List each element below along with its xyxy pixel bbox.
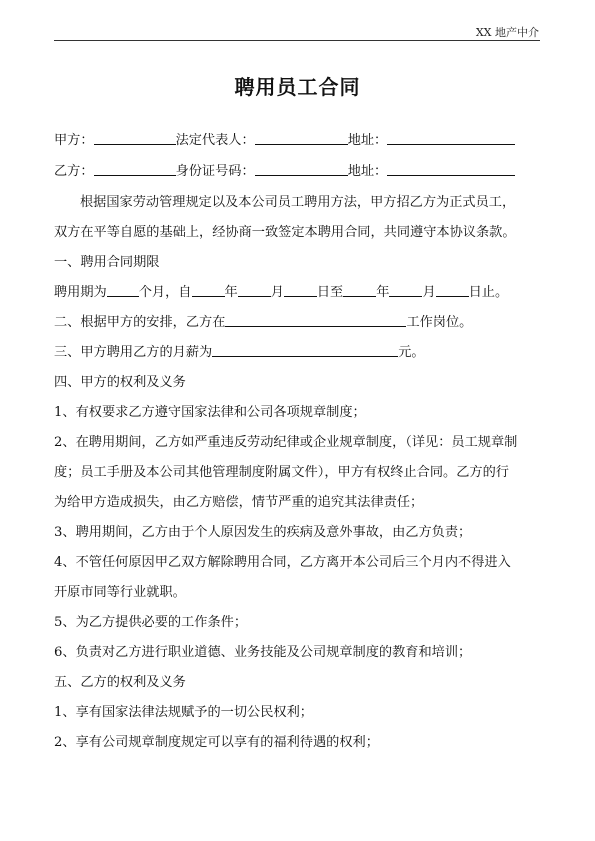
contract-body [54,130,544,762]
monthly-salary-field[interactable] [212,342,398,357]
term-months-field[interactable] [107,282,139,297]
section-3-prefix: 三、甲方聘用乙方的月薪为 [54,345,213,360]
id-number-label: 身份证号码： [175,164,255,179]
legal-representative-field[interactable] [255,130,348,145]
start-year-field[interactable] [192,282,225,297]
end-year-field[interactable] [343,282,376,297]
start-day-label: 日至 [316,285,344,300]
intro-line-1: 根据国家劳动管理规定以及本公司员工聘用方法，甲方招乙方为正式员工， [80,195,516,210]
start-day-field[interactable] [284,282,317,297]
end-day-label: 日止。 [468,285,509,300]
end-year-label: 年 [376,285,390,300]
contract-title: 聘用员工合同 [234,75,361,99]
id-number-field[interactable] [255,161,348,176]
party-b-line [54,161,544,182]
party-a-label: 甲方： [54,133,94,148]
page-header-company: XX 地产中介 [475,26,539,39]
party-b-name-field[interactable] [94,161,176,176]
section-2-suffix: 工作岗位。 [406,315,473,330]
section-4-item-2-line-3: 为给甲方造成损失，由乙方赔偿，情节严重的追究其法律责任； [54,495,424,510]
end-month-label: 月 [422,285,436,300]
start-month-field[interactable] [238,282,271,297]
section-1-heading: 一、聘用合同期限 [54,255,160,270]
contract-term-line [54,282,544,303]
start-month-label: 月 [270,285,284,300]
section-5-item-2: 2、享有公司规章制度规定可以享有的福利待遇的权利； [54,735,379,750]
end-month-field[interactable] [389,282,422,297]
section-4-item-2-line-2: 度；员工手册及本公司其他管理制度附属文件），甲方有权终止合同。乙方的行 [54,465,509,480]
section-4-item-4-line-1: 4、不管任何原因甲乙双方解除聘用合同，乙方离开本公司后三个月内不得进入 [54,555,511,570]
term-months-label: 个月，自 [138,285,192,300]
legal-representative-label: 法定代表人： [175,133,255,148]
party-a-address-label: 地址： [347,133,388,148]
party-b-label: 乙方： [54,164,94,179]
section-4-item-4-line-2: 开原市同等行业就职。 [54,585,186,600]
section-3-suffix: 元。 [398,345,425,360]
start-year-label: 年 [224,285,238,300]
party-a-name-field[interactable] [94,130,176,145]
intro-line-2: 双方在平等自愿的基础上，经协商一致签定本聘用合同，共同遵守本协议条款。 [54,225,516,240]
party-a-line [54,130,544,151]
section-5-heading: 五、乙方的权利及义务 [54,675,186,690]
section-4-item-2-line-1: 2、在聘用期间，乙方如严重违反劳动纪律或企业规章制度，（详见：员工规章制 [54,435,518,450]
party-b-address-label: 地址： [347,164,388,179]
section-3-line [54,342,544,363]
party-b-address-field[interactable] [387,161,515,176]
section-2-prefix: 二、根据甲方的安排，乙方在 [54,315,226,330]
section-4-item-6: 6、负责对乙方进行职业道德、业务技能及公司规章制度的教育和培训； [54,645,472,660]
party-a-address-field[interactable] [387,130,515,145]
end-day-field[interactable] [436,282,469,297]
section-2-line [54,312,544,333]
term-prefix: 聘用期为 [54,285,107,300]
section-4-item-5: 5、为乙方提供必要的工作条件； [54,615,248,630]
header-divider [54,40,540,41]
section-4-item-1: 1、有权要求乙方遵守国家法律和公司各项规章制度； [54,405,366,420]
job-position-field[interactable] [225,312,406,327]
section-4-item-3: 3、聘用期间，乙方由于个人原因发生的疾病及意外事故，由乙方负责； [54,525,472,540]
section-4-heading: 四、甲方的权利及义务 [54,375,186,390]
section-5-item-1: 1、享有国家法律法规赋予的一切公民权利； [54,705,313,720]
